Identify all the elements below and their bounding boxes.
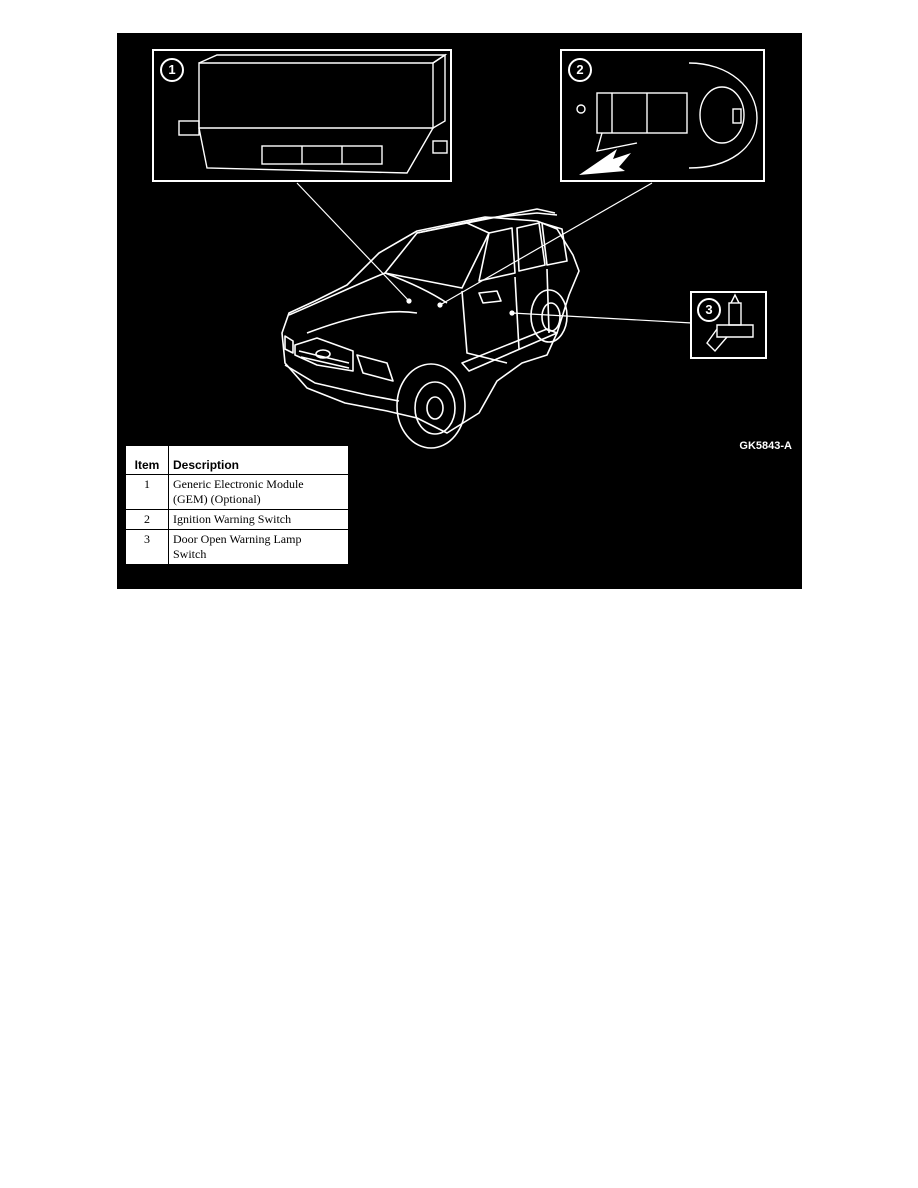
legend-header-row [126,446,349,475]
legend-description-line: Switch [173,547,207,561]
legend-description-line: Ignition Warning Switch [173,512,292,526]
leader-line-1 [297,183,409,301]
callout-box-ignition [560,49,765,182]
figure-code: GK5843-A [739,440,792,452]
callout-number-2: 2 [568,58,592,82]
legend-header-item: Item [126,446,169,475]
vehicle-outline [282,209,579,448]
legend-header-description: Description [169,446,349,475]
ignition-location-dot [438,303,442,307]
leader-line-2 [440,183,652,305]
legend-table [125,445,349,565]
legend-row [126,475,349,510]
legend-row [126,510,349,530]
gem-location-dot [407,299,411,303]
callout-number-3: 3 [697,298,721,322]
legend-item-number: 3 [126,530,169,565]
legend-row [126,530,349,565]
legend-item-number: 1 [126,475,169,510]
legend-description-line: Generic Electronic Module [173,477,304,491]
legend-description-line: Door Open Warning Lamp [173,532,302,546]
leader-line-3 [512,313,692,323]
legend-description-line: (GEM) (Optional) [173,492,261,506]
callout-number-1: 1 [160,58,184,82]
callout-box-gem [152,49,452,182]
legend-item-description [169,475,349,510]
legend-item-number: 2 [126,510,169,530]
legend-item-description [169,510,349,530]
component-location-figure [117,33,802,589]
callout-box-door-switch [690,291,767,359]
legend-item-description [169,530,349,565]
door-switch-location-dot [510,311,514,315]
